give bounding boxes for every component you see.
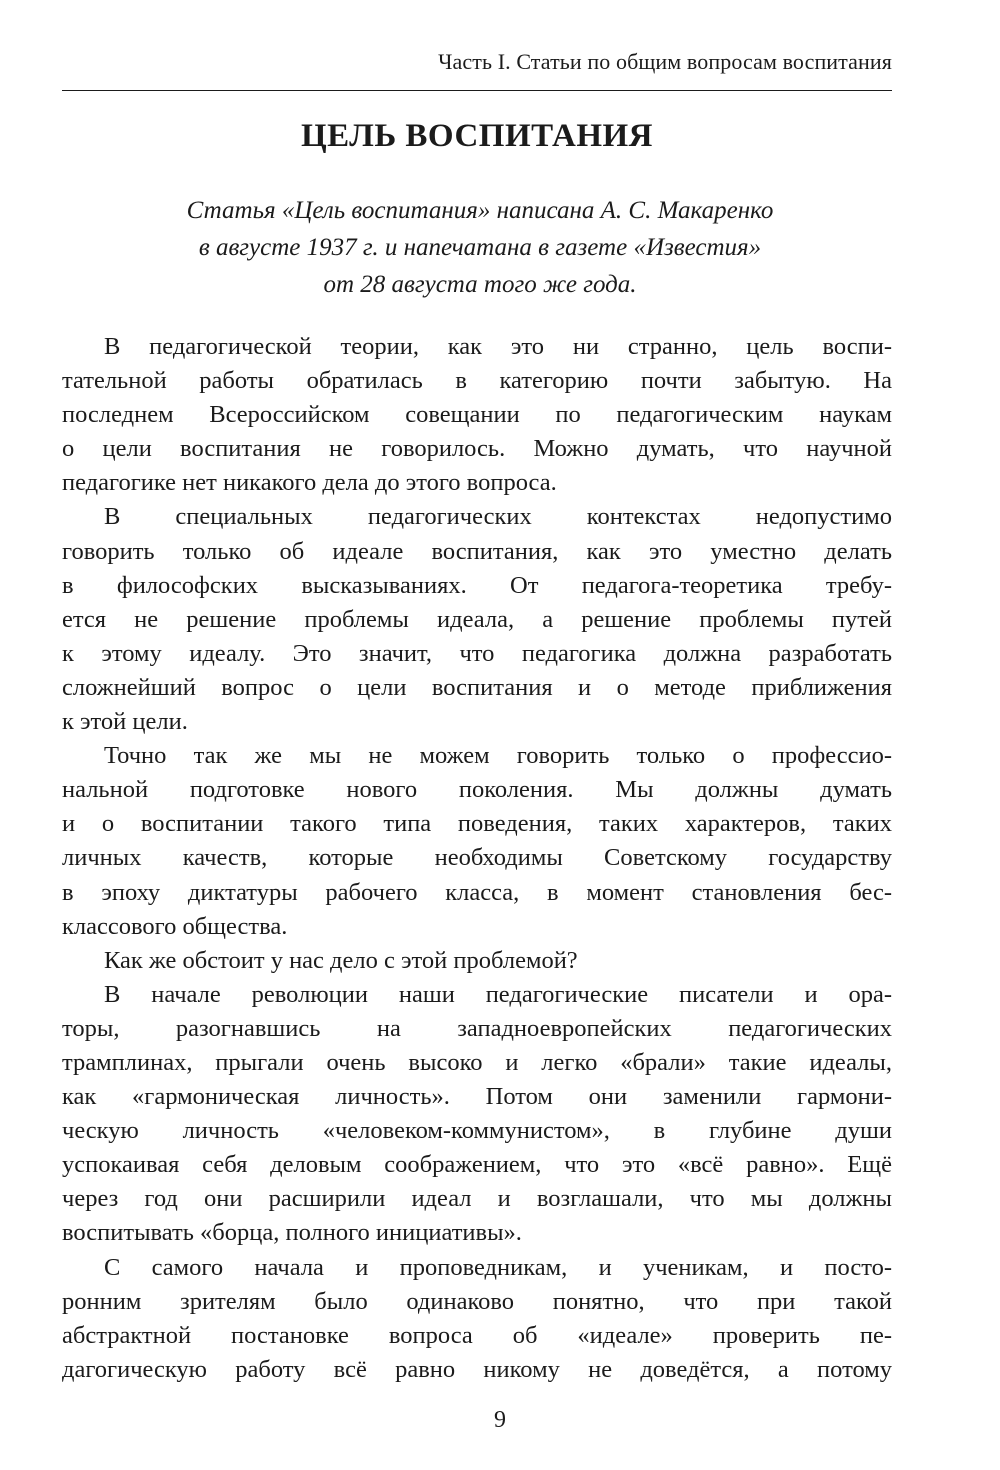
text-line: нальной подготовке нового поколения. Мы должны думать (62, 776, 892, 804)
article-title: ЦЕЛЬ ВОСПИТАНИЯ (300, 118, 654, 154)
text-line: воспитывать «борца, полного инициативы». (62, 1219, 522, 1247)
text-line: успокаивая себя деловым соображением, что это «всё равно». Ещё (62, 1151, 892, 1179)
running-head: Часть I. Статьи по общим вопросам воспитания (438, 49, 892, 74)
paragraph (62, 944, 892, 978)
text-line: и о воспитании такого типа поведения, таких характеров, таких (62, 810, 892, 838)
text-line: сложнейший вопрос о цели воспитания и о методе приближения (62, 673, 892, 701)
text-line: В педагогической теории, как это ни странно, цель воспи- (104, 333, 892, 360)
text-line: С самого начала и проповедникам, и ученикам, и посто- (104, 1253, 892, 1281)
paragraph (62, 500, 892, 739)
text-line: ческую личность «человеком-коммунистом», в глубине души (62, 1117, 892, 1145)
text-line: в эпоху диктатуры рабочего класса, в момент становления бес- (62, 878, 892, 906)
text-line: абстрактной постановке вопроса об «идеале» проверить пе- (62, 1321, 892, 1349)
text-line: педагогике нет никакого дела до этого вопроса. (62, 469, 557, 497)
text-line: В начале революции наши педагогические писатели и ора- (104, 980, 892, 1008)
paragraph (62, 330, 892, 500)
text-line: как «гармоническая личность». Потом они заменили гармони- (62, 1083, 892, 1111)
article-body (62, 330, 892, 1387)
text-line: трамплинах, прыгали очень высоко и легко «брали» такие идеалы, (62, 1048, 892, 1076)
paragraph (62, 978, 892, 1251)
text-line: Точно так же мы не можем говорить только о профессио- (104, 742, 892, 770)
intro-line: Статья «Цель воспитания» написана А. С. Макаренко (186, 197, 774, 224)
text-line: к этому идеалу. Это значит, что педагогика должна разработать (62, 639, 892, 667)
paragraph (62, 1251, 892, 1387)
intro-line: в августе 1937 г. и напечатана в газете «Известия» (198, 234, 762, 261)
text-line: к этой цели. (62, 708, 188, 736)
text-line: ронним зрителям было одинаково понятно, что при такой (62, 1287, 892, 1315)
page-number: 9 (494, 1407, 506, 1433)
text-line: в философских высказываниях. От педагога-теоретика требу- (62, 571, 892, 599)
header-divider (62, 90, 892, 91)
text-line: последнем Всероссийском совещании по педагогическим наукам (62, 401, 892, 429)
text-line: торы, разогнавшись на западноевропейских педагогических (62, 1014, 892, 1042)
text-line: личных качеств, которые необходимы Советскому государству (62, 844, 892, 872)
text-line: говорить только об идеале воспитания, как это уместно делать (62, 537, 892, 565)
text-line: о цели воспитания не говорилось. Можно думать, что научной (62, 435, 892, 463)
text-line: тательной работы обратилась в категорию почти забытую. На (62, 367, 892, 395)
paragraph (62, 739, 892, 944)
article-intro (90, 192, 870, 303)
text-line: через год они расширили идеал и возглашали, что мы должны (62, 1185, 892, 1213)
text-line: Как же обстоит у нас дело с этой проблемой? (104, 946, 578, 974)
text-line: ется не решение проблемы идеала, а решение проблемы путей (62, 605, 892, 633)
text-line: дагогическую работу всё равно никому не доведётся, а потому (62, 1355, 892, 1383)
text-line: классового общества. (62, 912, 288, 940)
intro-line: от 28 августа того же года. (323, 271, 637, 298)
text-line: В специальных педагогических контекстах недопустимо (104, 503, 892, 531)
